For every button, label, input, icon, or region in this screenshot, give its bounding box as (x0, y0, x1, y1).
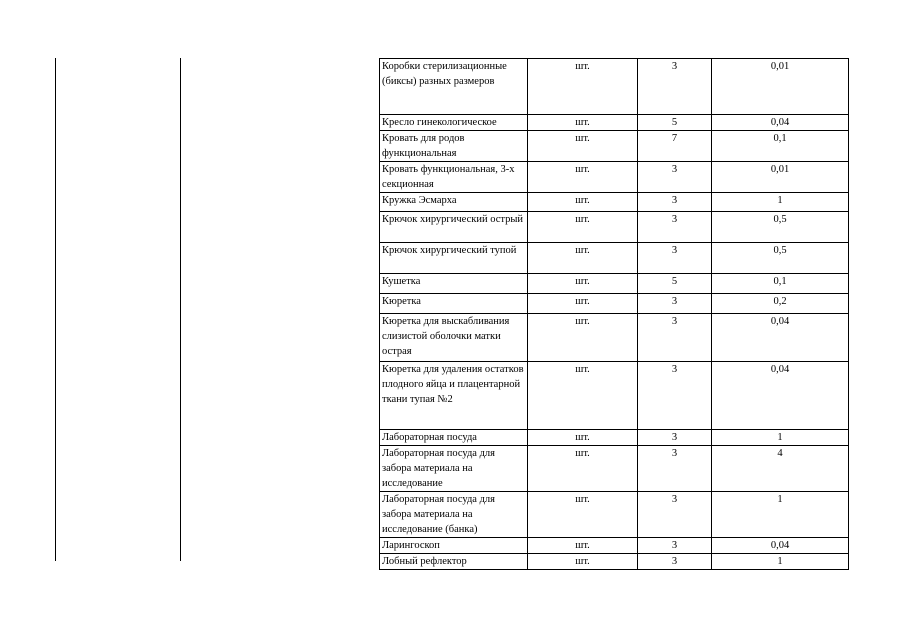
item-name: Ларингоскоп (380, 538, 528, 554)
item-unit: шт. (528, 115, 638, 131)
table-row (380, 554, 849, 570)
item-value: 0,01 (712, 59, 849, 115)
item-value: 1 (712, 193, 849, 212)
item-value: 0,04 (712, 115, 849, 131)
item-value: 0,04 (712, 314, 849, 362)
item-name: Кресло гинекологическое (380, 115, 528, 131)
item-unit: шт. (528, 162, 638, 193)
item-name: Кружка Эсмарха (380, 193, 528, 212)
table-row (380, 243, 849, 274)
item-quantity: 3 (638, 314, 712, 362)
item-value: 1 (712, 492, 849, 538)
item-quantity: 3 (638, 430, 712, 446)
item-value: 0,04 (712, 362, 849, 430)
item-name: Крючок хирургический тупой (380, 243, 528, 274)
item-unit: шт. (528, 212, 638, 243)
item-quantity: 3 (638, 294, 712, 314)
item-name: Кушетка (380, 274, 528, 294)
item-quantity: 3 (638, 162, 712, 193)
item-quantity: 5 (638, 115, 712, 131)
item-unit: шт. (528, 430, 638, 446)
table-row (380, 212, 849, 243)
item-value: 1 (712, 430, 849, 446)
item-unit: шт. (528, 59, 638, 115)
item-unit: шт. (528, 362, 638, 430)
item-unit: шт. (528, 538, 638, 554)
item-value: 0,5 (712, 243, 849, 274)
table-row (380, 362, 849, 430)
item-quantity: 3 (638, 243, 712, 274)
item-name: Кюретка для удаления остатков плодного яйца и плацентарной ткани тупая №2 (380, 362, 528, 430)
item-name: Кюретка (380, 294, 528, 314)
item-value: 1 (712, 554, 849, 570)
left-column-border (55, 58, 56, 561)
table-row (380, 294, 849, 314)
item-name: Лобный рефлектор (380, 554, 528, 570)
item-quantity: 5 (638, 274, 712, 294)
table-row (380, 538, 849, 554)
item-name: Коробки стерилизационные (биксы) разных размеров (380, 59, 528, 115)
table-row (380, 115, 849, 131)
item-quantity: 3 (638, 492, 712, 538)
item-name: Крючок хирургический острый (380, 212, 528, 243)
table-row (380, 430, 849, 446)
item-quantity: 7 (638, 131, 712, 162)
item-quantity: 3 (638, 554, 712, 570)
table-row (380, 446, 849, 492)
equipment-table (379, 58, 849, 570)
item-name: Кюретка для выскабливания слизистой оболочки матки острая (380, 314, 528, 362)
item-unit: шт. (528, 274, 638, 294)
item-value: 4 (712, 446, 849, 492)
item-unit: шт. (528, 492, 638, 538)
table-row (380, 314, 849, 362)
item-unit: шт. (528, 131, 638, 162)
table-row (380, 274, 849, 294)
item-value: 0,1 (712, 131, 849, 162)
item-value: 0,01 (712, 162, 849, 193)
table-row (380, 59, 849, 115)
item-unit: шт. (528, 554, 638, 570)
item-unit: шт. (528, 243, 638, 274)
item-unit: шт. (528, 314, 638, 362)
item-value: 0,5 (712, 212, 849, 243)
item-value: 0,2 (712, 294, 849, 314)
item-name: Кровать функциональная, 3-х секционная (380, 162, 528, 193)
item-unit: шт. (528, 193, 638, 212)
table-row (380, 492, 849, 538)
item-name: Лабораторная посуда для забора материала на исследование (380, 446, 528, 492)
item-name: Лабораторная посуда (380, 430, 528, 446)
item-quantity: 3 (638, 193, 712, 212)
item-name: Лабораторная посуда для забора материала на исследование (банка) (380, 492, 528, 538)
item-unit: шт. (528, 294, 638, 314)
item-name: Кровать для родов функциональная (380, 131, 528, 162)
table-row (380, 162, 849, 193)
item-quantity: 3 (638, 212, 712, 243)
table-row (380, 193, 849, 212)
item-value: 0,1 (712, 274, 849, 294)
table-row (380, 131, 849, 162)
item-quantity: 3 (638, 446, 712, 492)
item-quantity: 3 (638, 59, 712, 115)
item-quantity: 3 (638, 538, 712, 554)
item-unit: шт. (528, 446, 638, 492)
item-quantity: 3 (638, 362, 712, 430)
second-column-border (180, 58, 181, 561)
item-value: 0,04 (712, 538, 849, 554)
